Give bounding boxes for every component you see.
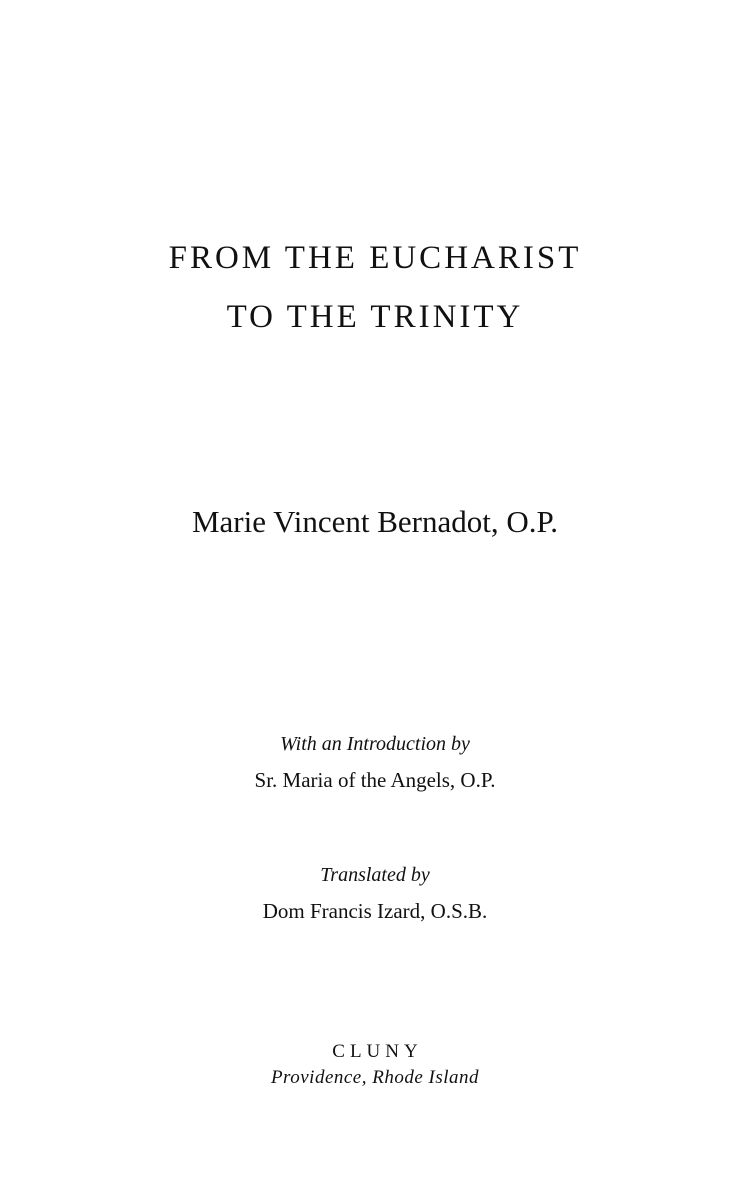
introduction-label: With an Introduction by [280,733,470,755]
book-title-line-1: FROM THE EUCHARIST [168,240,582,276]
translator-name: Dom Francis Izard, O.S.B. [262,899,488,923]
book-title-line-2: TO THE TRINITY [226,299,524,335]
publisher-place: Providence, Rhode Island [270,1067,480,1088]
translation-label: Translated by [320,864,430,886]
introduction-author: Sr. Maria of the Angels, O.P. [254,768,496,792]
author-name: Marie Vincent Bernadot, O.P. [191,504,559,539]
publisher-name: CLUNY [332,1041,423,1062]
